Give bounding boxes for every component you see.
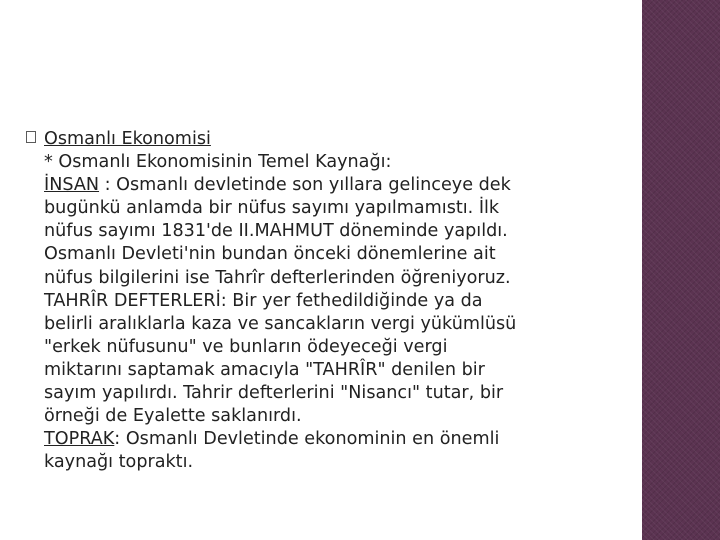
square-bullet-icon <box>26 131 36 143</box>
subheading-line <box>44 151 634 174</box>
body-line: TAHRÎR DEFTERLERİ: Bir yer fethedildiğinde ya da <box>44 290 483 311</box>
body-line: nüfus bilgilerini ise Tahrîr defterlerinden öğreniyoruz. <box>44 267 511 288</box>
insan-term: İNSAN <box>44 175 100 196</box>
body-text: : Osmanlı devletinde son yıllara gelinceye dek <box>99 175 511 196</box>
body-line: kaynağı topraktı. <box>44 452 194 473</box>
toprak-line-1 <box>44 428 634 451</box>
body-line: sayım yapılırdı. Tahrir defterlerini "Nisancı" tutar, bir <box>44 383 504 404</box>
body-line: örneği de Eyalette saklanırdı. <box>44 406 302 427</box>
insan-line-1 <box>44 174 634 197</box>
heading-line <box>44 128 634 151</box>
body-line: Osmanlı Devleti'nin bundan önceki dönemlerine ait <box>44 244 496 265</box>
body-line: bugünkü anlamda bir nüfus sayımı yapılmamıstı. İlk <box>44 198 500 219</box>
body-line: "erkek nüfusunu" ve bunların ödeyeceği vergi <box>44 336 448 357</box>
toprak-term: TOPRAK <box>44 429 115 450</box>
slide-subheading: * Osmanlı Ekonomisinin Temel Kaynağı: <box>44 152 392 173</box>
body-text: : Osmanlı Devletinde ekonominin en önemli <box>114 429 500 450</box>
body-line: miktarını saptamak amacıyla "TAHRÎR" denilen bir <box>44 359 485 380</box>
decorative-side-panel <box>642 0 720 540</box>
body-line: nüfus sayımı 1831'de II.MAHMUT döneminde yapıldı. <box>44 221 508 242</box>
body-line: belirli aralıklarla kaza ve sancakların vergi yükümlüsü <box>44 313 517 334</box>
slide-heading: Osmanlı Ekonomisi <box>44 129 211 149</box>
slide-body <box>44 128 634 474</box>
